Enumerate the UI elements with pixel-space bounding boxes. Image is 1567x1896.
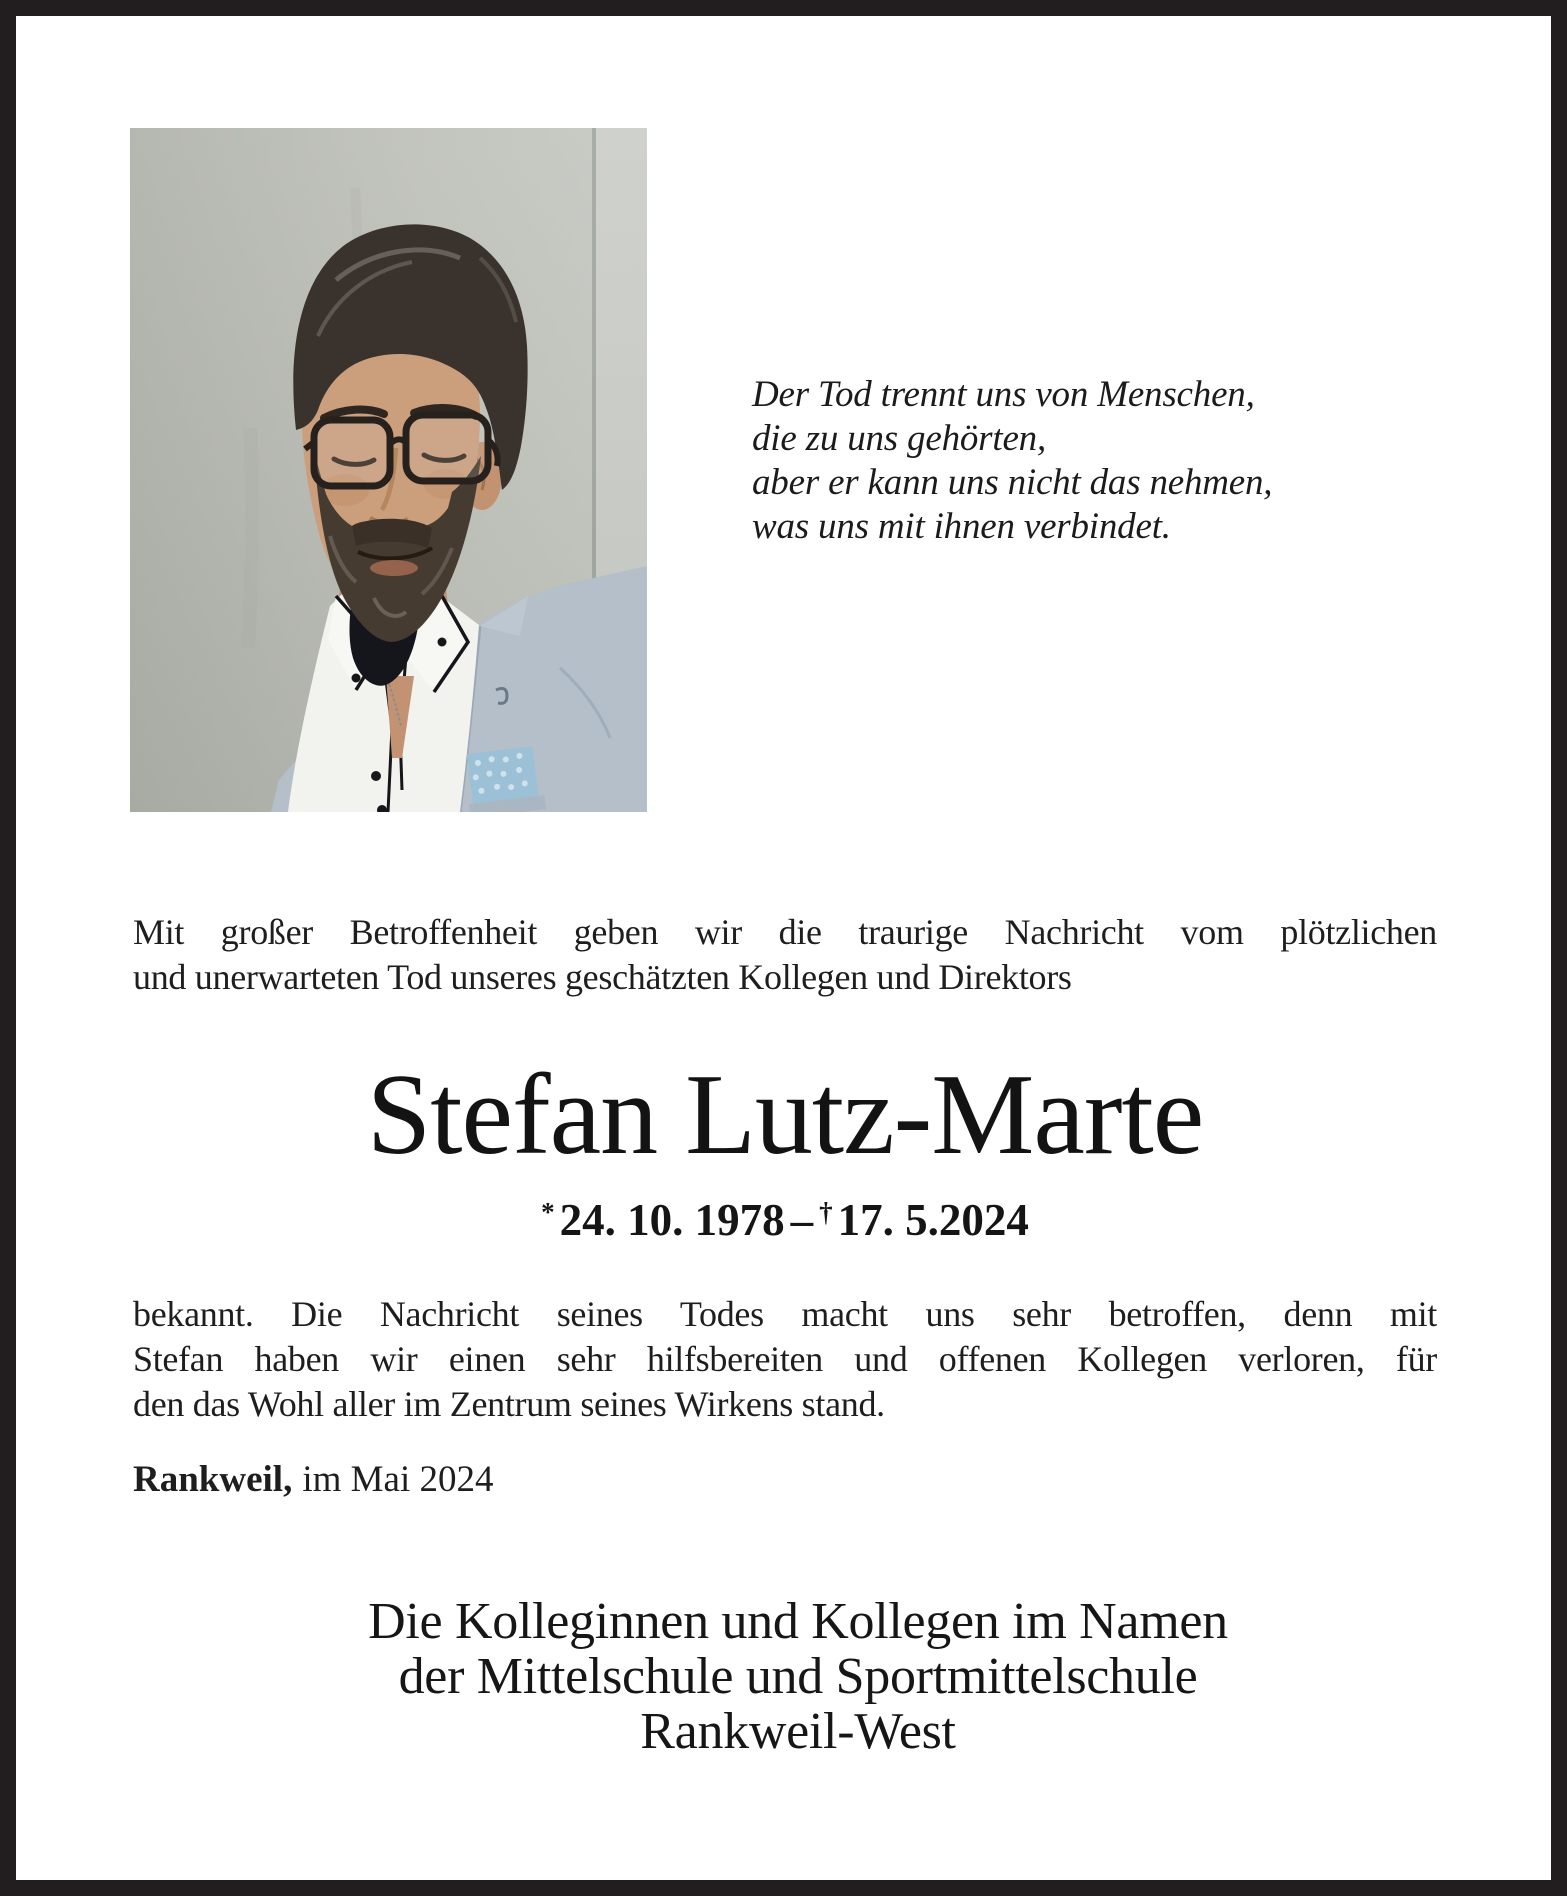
closing-line: Die Kolleginnen und Kollegen im Namen <box>368 1593 1228 1650</box>
dates-separator: – <box>790 1195 814 1245</box>
memorial-quote <box>752 373 1272 549</box>
intro-line: Mit großer Betroffenheit geben wir die traurige Nachricht vom plötzlichen <box>133 912 1437 952</box>
body-line: bekannt. Die Nachricht seines Todes macht uns sehr betroffen, denn mit <box>133 1294 1437 1334</box>
quote-line: die zu uns gehörten, <box>752 418 1047 459</box>
quote-line: Der Tod trennt uns von Menschen, <box>752 374 1255 415</box>
body-line: Stefan haben wir einen sehr hilfsbereiten und offenen Kollegen verloren, für <box>133 1339 1437 1379</box>
announcement-intro <box>133 910 1437 1000</box>
closing-line: der Mittelschule und Sportmittelschule <box>398 1648 1198 1705</box>
closing-signature <box>146 1594 1450 1759</box>
portrait-photo <box>130 128 647 812</box>
birth-star-symbol: * <box>541 1197 555 1227</box>
announcement-body <box>133 1292 1437 1427</box>
body-line: den das Wohl aller im Zentrum seines Wirkens stand. <box>133 1384 885 1424</box>
place-name: Rankweil, <box>133 1459 293 1500</box>
closing-line: Rankweil-West <box>640 1703 956 1760</box>
birth-date: 24. 10. 1978 <box>559 1195 785 1245</box>
date-text: im Mai 2024 <box>302 1459 494 1500</box>
death-cross-symbol: † <box>819 1197 833 1227</box>
intro-line: und unerwarteten Tod unseres geschätzten Kollegen und Direktors <box>133 957 1072 997</box>
life-dates <box>133 1195 1437 1251</box>
place-date-line <box>133 1457 494 1503</box>
deceased-name: Stefan Lutz-Marte <box>366 1051 1204 1179</box>
quote-line: was uns mit ihnen verbindet. <box>752 506 1171 547</box>
death-date: 17. 5.2024 <box>837 1195 1029 1245</box>
portrait-photo-graphic <box>130 128 647 812</box>
lower-lip <box>370 560 418 576</box>
shirt-button <box>371 771 381 781</box>
quote-line: aber er kann uns nicht das nehmen, <box>752 462 1273 503</box>
